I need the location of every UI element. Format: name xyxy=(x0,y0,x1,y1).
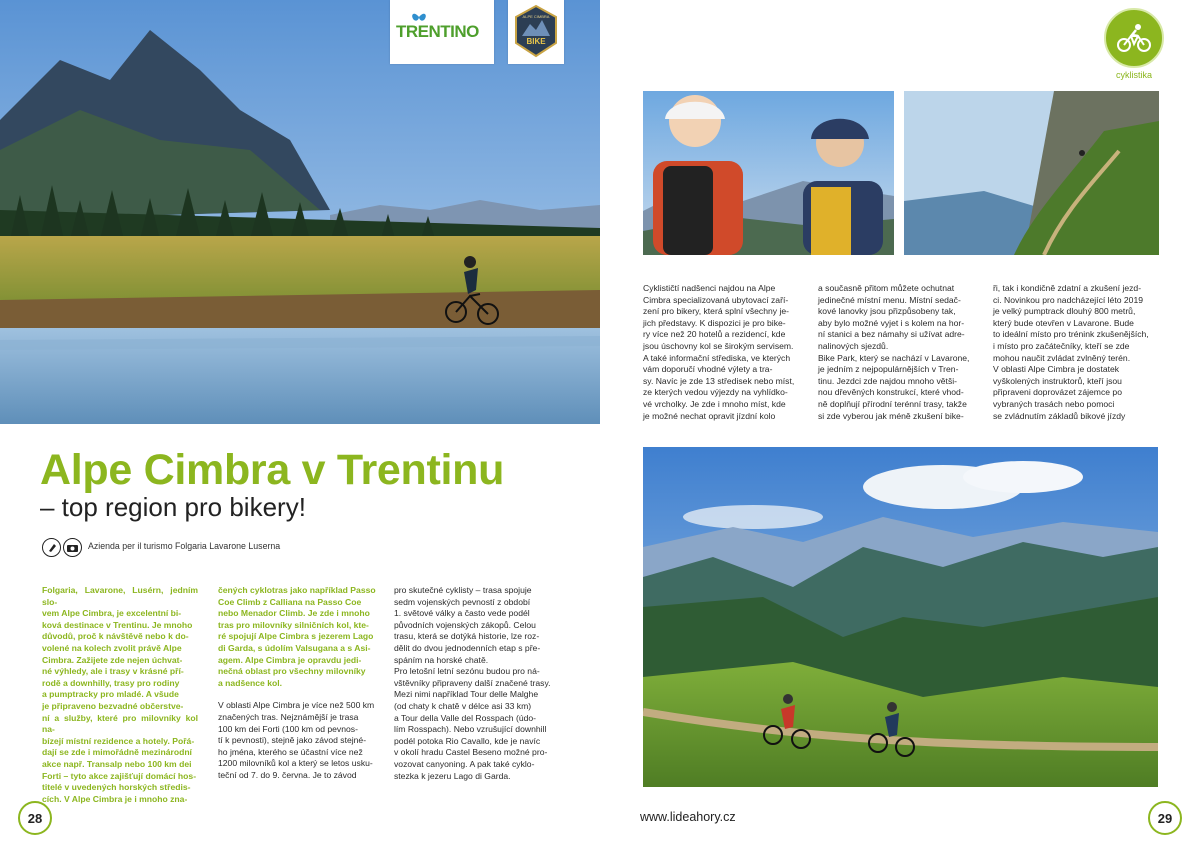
text-line: a současně přitom můžete ochutnat xyxy=(818,283,955,293)
photo-cliff-trail xyxy=(904,91,1159,255)
text-line: lím Rosspach). Nebo vzrušující downhill xyxy=(394,724,547,735)
text-line: nečná oblast pro všechny milovníky xyxy=(218,666,366,677)
text-line: pro skutečné cyklisty – trasa spojuje xyxy=(394,585,532,595)
text-line: tras pro milovníky silničních kol, kte- xyxy=(218,619,369,630)
text-line: vybraných trasách nebo pomoci xyxy=(993,398,1115,409)
text-line: A také informační střediska, ve kterých xyxy=(643,352,791,363)
text-line: Cyklističtí nadšenci najdou na Alpe xyxy=(643,283,776,293)
butterfly-icon xyxy=(410,10,428,24)
text-line: Mezi nimi například Tour delle Malghe xyxy=(394,689,539,700)
text-line: dělit do dvou jednodenních etap s pře- xyxy=(394,642,541,653)
text-line: mohou naučit zvládat zvlněný terén. xyxy=(993,352,1131,363)
text-line: jedinečné místní menu. Místní sedač- xyxy=(818,294,961,305)
text-line: vozovat canyoning. A pak také cyklo- xyxy=(394,758,535,769)
left-column-3 xyxy=(394,585,562,782)
text-line: ci. Novinkou pro nadcházející léto 2019 xyxy=(993,294,1144,305)
text-line: nebo Menador Climb. Je zde i mnoho xyxy=(218,608,370,619)
text-line: ry více než 20 hotelů a rezidencí, kde xyxy=(643,329,786,340)
photo-riders-helmets xyxy=(643,91,894,255)
text-line: Coe Climb z Calliana na Passo Coe xyxy=(218,596,362,607)
text-line: teční od 7. do 9. června. Je to závod xyxy=(218,769,357,780)
article-subtitle: – top region pro bikery! xyxy=(40,492,306,522)
text-line: důvodů, proč k návštěvě nebo k do- xyxy=(42,631,189,642)
text-line: vám doporučí vhodné výlety a tra- xyxy=(643,364,773,375)
text-line: původních vojenských zákopů. Celou xyxy=(394,619,536,630)
alpe-cimbra-bike-logo xyxy=(508,0,564,64)
text-line: volené na kolech zvolit právě Alpe xyxy=(42,642,182,653)
text-line: čených cyklotras jako například Passo xyxy=(218,585,376,595)
right-column-1 xyxy=(643,283,803,422)
text-line: který bude otevřen v Lavarone. Bude xyxy=(993,317,1134,328)
text-line: spáním na horské chatě. xyxy=(394,654,489,665)
text-line: jsou úschovny kol se širokým servisem. xyxy=(643,340,794,351)
text-line: cích. V Alpe Cimbra je i mnoho zna- xyxy=(42,793,188,804)
text-line: je velký pumptrack dlouhý 800 metrů, xyxy=(993,306,1136,317)
bike-badge-main-text: BIKE xyxy=(526,37,546,46)
text-line: Cimbra. Zažijete zde nejen úchvat- xyxy=(42,654,183,665)
article-title: Alpe Cimbra v Trentinu xyxy=(40,446,505,494)
text-line: jich představy. K dispozici je pro bike- xyxy=(643,317,786,328)
text-line: značených tras. Nejznámější je trasa xyxy=(218,711,359,722)
cycling-section-badge xyxy=(1104,8,1164,68)
text-line: a Tour della Valle del Rosspach (údo- xyxy=(394,712,537,723)
text-line: 1. světové války a často vede podél xyxy=(394,608,530,619)
text-line: tinu. Jezdci zde najdou mnoho větši- xyxy=(818,375,958,386)
text-line: kové lanovky jsou přizpůsobeny tak, xyxy=(818,306,956,317)
section-label: cyklistika xyxy=(1115,70,1152,80)
left-column-1 xyxy=(42,585,198,805)
text-line: ho jména, kterého se účastní více než xyxy=(218,746,363,757)
text-line: tí k pevnosti), stejně jako závod stejné- xyxy=(218,735,367,746)
text-line: aby bylo možné vyjet i s kolem na hor- xyxy=(818,317,965,328)
text-line: ze kterých vedou výjezdy na vyhlídko- xyxy=(643,387,788,398)
page-number-left: 28 xyxy=(18,801,52,835)
text-line: nou dřevěných konstrukcí, které vhod- xyxy=(818,387,964,398)
text-line: v okolí hradu Castel Beseno možné pro- xyxy=(394,747,548,758)
text-line: Pro letošní letní sezónu budou pro ná- xyxy=(394,666,540,677)
text-line: akce např. Transalp nebo 100 km dei xyxy=(42,758,192,769)
right-column-3 xyxy=(993,283,1161,422)
text-line: Folgaria, Lavarone, Lusérn, jedním slo- xyxy=(42,585,198,607)
text-line: ní stanici a bez námahy si užívat adre- xyxy=(818,329,965,340)
text-line: né výhledy, ale i trasy v krásné pří- xyxy=(42,666,184,677)
text-line: rodě a downhilly, trasy pro rodiny xyxy=(42,677,180,688)
page-number-right: 29 xyxy=(1148,801,1182,835)
text-line: si zde vyberou jak méně zkušení bike- xyxy=(818,410,964,421)
trentino-logo xyxy=(390,0,494,64)
text-line: trasu, která se dotýká historie, lze roz- xyxy=(394,631,540,642)
text-line: vem Alpe Cimbra, je excelentní bi- xyxy=(42,608,182,619)
text-line: (od chaty k chatě v délce asi 33 km) xyxy=(394,700,532,711)
pen-icon xyxy=(42,538,61,557)
photo-credit: Azienda per il turismo Folgaria Lavarone Luserna xyxy=(88,541,281,551)
website-url[interactable]: www.lideahory.cz xyxy=(640,810,736,824)
text-line: agem. Alpe Cimbra je opravdu jedi- xyxy=(218,654,362,665)
text-line: 100 km dei Forti (100 km od pevnos- xyxy=(218,723,358,734)
text-line: i místo pro začátečníky, kteří se zde xyxy=(993,340,1130,351)
text-line: Cimbra specializovaná ubytovací zaří- xyxy=(643,294,789,305)
text-line: stezka k jezeru Lago di Garda. xyxy=(394,770,511,781)
text-line: zení pro bikery, která splní všechny je- xyxy=(643,306,789,317)
cyclist-icon xyxy=(1116,22,1152,54)
text-line: sy. Navíc je zde 13 středisek nebo míst, xyxy=(643,375,795,386)
photo-valley-riders xyxy=(643,447,1158,787)
text-line: ně doplňují přírodní terénní trasy, takže xyxy=(818,398,967,409)
text-line: ré spojují Alpe Cimbra s jezerem Lago xyxy=(218,631,374,642)
text-line: a pumptracky pro mladé. A všude xyxy=(42,689,179,700)
text-line: V oblasti Alpe Cimbra je více než 500 km xyxy=(218,700,375,711)
text-line: 1200 milovníků kol a který se letos usku- xyxy=(218,758,373,769)
text-line: dají se zde i mimořádně mezinárodní xyxy=(42,747,192,758)
left-column-2 xyxy=(218,585,382,782)
text-line: ři, tak i kondičně zdatní a zkušení jezd- xyxy=(993,283,1142,293)
text-line: podél potoka Rio Cavallo, kde je navíc xyxy=(394,735,541,746)
text-line: sedm vojenských pevností z období xyxy=(394,596,531,607)
text-line: se zvládnutím základů bikové jízdy xyxy=(993,410,1126,421)
text-line: je připraveno bezvadné občerstve- xyxy=(42,700,184,711)
text-line: ková destinace v Trentinu. Je mnoho xyxy=(42,619,193,630)
text-line: ní a služby, které pro milovníky kol na- xyxy=(42,712,198,735)
text-line: je jedním z nejpopulárnějších v Tren- xyxy=(818,364,959,375)
text-line: di Garda, s údolím Valsugana a s Asi- xyxy=(218,642,371,653)
text-line: Forti – tyto akce zajišťují domácí hos- xyxy=(42,770,197,781)
text-line: vyškolených instruktorů, kteří jsou xyxy=(993,375,1122,386)
text-line: připraveni doprovázet zájemce po xyxy=(993,387,1122,398)
text-line: Bike Park, který se nachází v Lavarone, xyxy=(818,352,970,363)
camera-icon xyxy=(63,538,82,557)
text-line: titelé v uvedených horských středis- xyxy=(42,782,191,793)
text-line: a nadšence kol. xyxy=(218,677,283,688)
text-line: bízejí místní rezidence a hotely. Pořá- xyxy=(42,735,195,746)
right-column-2 xyxy=(818,283,980,422)
text-line: vé vrcholky. Je zde i mnoho míst, kde xyxy=(643,398,786,409)
text-line: je možné nechat opravit jízdní kolo xyxy=(643,410,776,421)
bike-badge-top-text: ALPE CIMBRA xyxy=(522,14,550,19)
text-line: to ideální místo pro trénink zkušenějších, xyxy=(993,329,1149,340)
trentino-logo-text: TRENTINO xyxy=(396,22,479,41)
text-line: vštěvníky připraveny další značené trasy. xyxy=(394,677,551,688)
text-line: V oblasti Alpe Cimbra je dostatek xyxy=(993,364,1120,375)
text-line: nalinových sjezdů. xyxy=(818,340,889,351)
